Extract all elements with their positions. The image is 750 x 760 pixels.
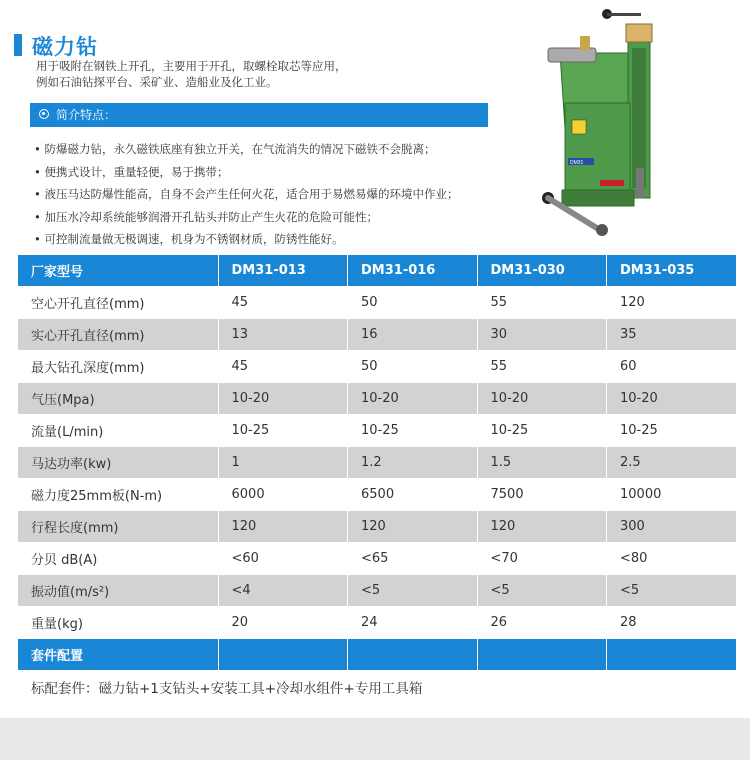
table-row [18,543,736,575]
machine-column-slot [632,48,646,188]
table-cell: 55 [477,287,607,319]
features-list [34,139,458,252]
table-cell: <65 [348,543,478,575]
table-cell: 10-20 [218,383,348,415]
handle-bar [607,13,641,16]
warning-label [572,120,586,134]
table-cell: <4 [218,575,348,607]
brand-plate-text: DM31 [570,160,584,166]
table-cell: 7500 [477,479,607,511]
row-label: 行程长度(mm) [18,511,218,543]
machine-top-block [626,24,652,42]
intro-text [36,58,416,90]
table-cell: 10-25 [477,415,607,447]
table-row [18,511,736,543]
table-cell: 6000 [218,479,348,511]
table-row [18,319,736,351]
spec-table [18,255,736,703]
feature-item: • 加压水冷却系统能够润滑开孔钻头并防止产生火花的危险可能性； [34,207,458,230]
table-row [18,351,736,383]
table-cell: 10-20 [477,383,607,415]
row-label: 最大钻孔深度(mm) [18,351,218,383]
row-label: 气压(Mpa) [18,383,218,415]
header-cell: DM31-013 [218,255,348,287]
kit-header-row [18,639,736,671]
table-row [18,415,736,447]
table-cell: <60 [218,543,348,575]
machine-body [565,103,630,193]
kit-header-label: 套件配置 [18,639,218,671]
table-cell: 300 [607,511,737,543]
table-cell: 120 [348,511,478,543]
target-circle-icon [39,109,49,119]
table-cell: 10-25 [218,415,348,447]
table-row [18,287,736,319]
table-cell: 13 [218,319,348,351]
table-cell: 10000 [607,479,737,511]
table-cell: 10-20 [348,383,478,415]
row-label: 振动值(m/s²) [18,575,218,607]
air-cylinder [548,48,596,62]
features-title: 简介特点： [56,108,117,122]
row-label: 磁力度25mm板(N-m) [18,479,218,511]
table-row [18,447,736,479]
table-cell: 60 [607,351,737,383]
table-cell: <70 [477,543,607,575]
table-cell: 24 [348,607,478,639]
magnetic-drill-illustration [540,8,670,238]
row-label: 马达功率(kw) [18,447,218,479]
table-cell: <5 [607,575,737,607]
title-accent-bar [14,34,22,56]
table-cell: 10-20 [607,383,737,415]
table-cell: 45 [218,351,348,383]
footer-band [0,718,750,760]
table-cell: 2.5 [607,447,737,479]
table-cell: <80 [607,543,737,575]
row-label: 流量(L/min) [18,415,218,447]
magnet-base [562,190,634,206]
table-cell: <5 [477,575,607,607]
table-row [18,479,736,511]
table-cell: 50 [348,351,478,383]
row-label: 空心开孔直径(mm) [18,287,218,319]
feature-item: • 便携式设计，重量轻便，易于携带； [34,162,458,185]
table-cell: 120 [477,511,607,543]
table-cell: 1.5 [477,447,607,479]
header-cell: 厂家型号 [18,255,218,287]
table-header-row [18,255,736,287]
row-label: 分贝 dB(A) [18,543,218,575]
kit-content-row [18,671,736,703]
table-cell: 120 [607,287,737,319]
intro-line: 例如石油钻探平台、采矿业、造船业及化工业。 [36,75,278,89]
table-cell: 55 [477,351,607,383]
table-cell: 1 [218,447,348,479]
row-label: 实心开孔直径(mm) [18,319,218,351]
table-cell: 10-25 [607,415,737,447]
table-cell: 120 [218,511,348,543]
table-row [18,575,736,607]
table-cell: 35 [607,319,737,351]
kit-content-text: 标配套件：磁力钻+1支钻头+安装工具+冷却水组件+专用工具箱 [18,671,736,703]
feature-item: • 防爆磁力钻，永久磁铁底座有独立开关，在气流消失的情况下磁铁不会脱离； [34,139,458,162]
table-cell: 45 [218,287,348,319]
header-cell: DM31-016 [348,255,478,287]
row-label: 重量(kg) [18,607,218,639]
drill-arbor [636,168,644,198]
feature-item: • 可控制流量做无极调速，机身为不锈钢材质，防锈性能好。 [34,229,458,252]
table-cell: <5 [348,575,478,607]
table-cell: 1.2 [348,447,478,479]
table-cell: 16 [348,319,478,351]
feature-item: • 液压马达防爆性能高，自身不会产生任何火花，适合用于易燃易爆的环境中作业； [34,184,458,207]
table-row [18,607,736,639]
table-cell: 30 [477,319,607,351]
table-cell: 6500 [348,479,478,511]
header-cell: DM31-030 [477,255,607,287]
table-cell: 10-25 [348,415,478,447]
header-cell: DM31-035 [607,255,737,287]
table-cell: 28 [607,607,737,639]
red-label [600,180,624,186]
table-cell: 20 [218,607,348,639]
table-cell: 50 [348,287,478,319]
features-header-bar [30,103,488,127]
base-lever-end-icon [596,224,608,236]
table-row [18,383,736,415]
intro-line: 用于吸附在钢铁上开孔，主要用于开孔，取螺栓取芯等应用， [36,59,347,73]
table-cell: 26 [477,607,607,639]
page-title: 磁力钻 [32,35,98,59]
air-fitting [580,36,590,50]
